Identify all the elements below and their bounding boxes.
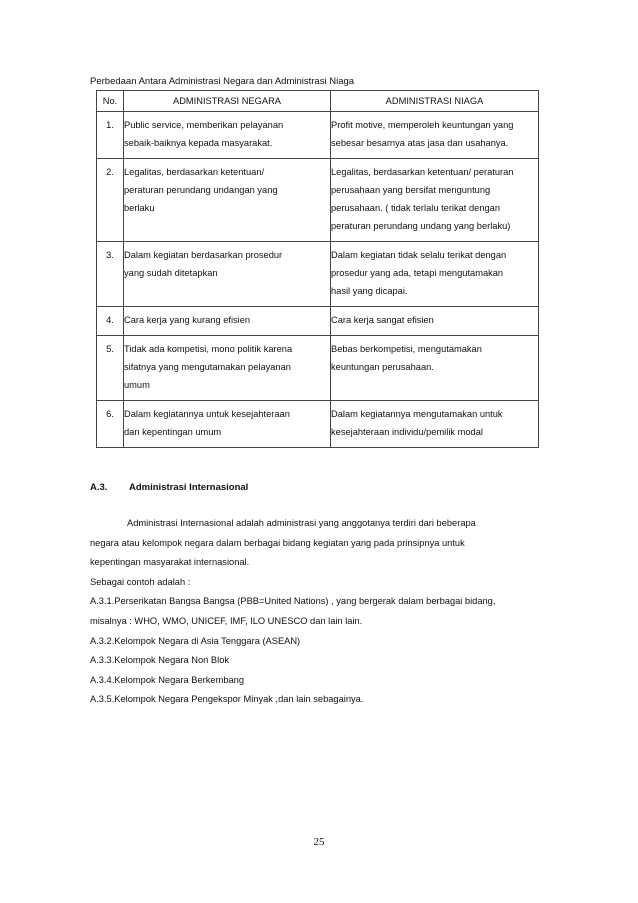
cell-line: Dalam kegiatan berdasarkan prosedur: [124, 250, 283, 260]
cell-negara: [124, 112, 331, 159]
table-body: [97, 112, 539, 448]
table-row: [97, 336, 539, 401]
cell-negara: [124, 336, 331, 401]
cell-line: Legalitas, berdasarkan ketentuan/ peraturan: [331, 167, 514, 177]
cell-negara: [124, 401, 331, 448]
cell-niaga: [331, 112, 539, 159]
row-number: 4.: [97, 307, 124, 336]
list-item-continuation: misalnya : WHO, WMO, UNICEF, IMF, ILO UNESCO dan lain lain.: [90, 615, 363, 626]
cell-line: Dalam kegiatannya mengutamakan untuk: [331, 409, 503, 419]
header-no: No.: [97, 91, 124, 112]
section-title: Administrasi Internasional: [129, 482, 249, 493]
cell-line: prosedur yang ada, tetapi mengutamakan: [331, 268, 504, 278]
cell-line: Legalitas, berdasarkan ketentuan/: [124, 167, 265, 177]
cell-niaga: [331, 307, 539, 336]
header-row: [97, 91, 539, 112]
list-item: A.3.1.Perserikatan Bangsa Bangsa (PBB=United Nations) , yang bergerak dalam berbagai bidang,: [90, 596, 496, 607]
cell-niaga: [331, 336, 539, 401]
cell-line: perusahaan yang bersifat menguntung: [331, 185, 491, 195]
cell-line: kesejahteraan individu/pemilik modal: [331, 427, 483, 437]
table-row: [97, 242, 539, 307]
row-number: 2.: [97, 159, 124, 242]
row-number: 5.: [97, 336, 124, 401]
comparison-table: [96, 90, 539, 448]
table-header: [97, 91, 539, 112]
section-number: A.3.: [90, 482, 108, 493]
cell-line: dan kepentingan umum: [124, 427, 222, 437]
header-administrasi-niaga: ADMINISTRASI NIAGA: [331, 91, 539, 112]
section-body: [90, 514, 550, 710]
paragraph-line: kepentingan masyarakat internasional.: [90, 557, 250, 568]
paragraph-line: Administrasi Internasional adalah administrasi yang anggotanya terdiri dari beberapa: [127, 518, 476, 528]
table-row: [97, 307, 539, 336]
cell-line: Cara kerja sangat efisien: [331, 315, 434, 325]
cell-negara: [124, 307, 331, 336]
cell-line: Public service, memberikan pelayanan: [124, 120, 284, 130]
cell-line: peraturan perundang undang yang berlaku): [331, 221, 511, 231]
cell-negara: [124, 242, 331, 307]
cell-line: peraturan perundang undangan yang: [124, 185, 278, 195]
table-row: [97, 159, 539, 242]
cell-line: keuntungan perusahaan.: [331, 362, 434, 372]
cell-niaga: [331, 242, 539, 307]
section-heading: [90, 482, 248, 493]
cell-line: Profit motive, memperoleh keuntungan yang: [331, 120, 514, 130]
cell-line: sebaik-baiknya kepada masyarakat.: [124, 138, 273, 148]
paragraph-line: Sebagai contoh adalah :: [90, 576, 191, 587]
cell-niaga: [331, 159, 539, 242]
page-number: 25: [313, 836, 325, 848]
cell-line: yang sudah ditetapkan: [124, 268, 218, 278]
table-row: [97, 401, 539, 448]
cell-line: Tidak ada kompetisi, mono politik karena: [124, 344, 293, 354]
cell-line: Cara kerja yang kurang efisien: [124, 315, 251, 325]
cell-line: Dalam kegiatannya untuk kesejahteraan: [124, 409, 290, 419]
cell-niaga: [331, 401, 539, 448]
table-caption: Perbedaan Antara Administrasi Negara dan Administrasi Niaga: [90, 76, 355, 87]
list-item: A.3.3.Kelompok Negara Non Blok: [90, 655, 230, 666]
cell-line: Dalam kegiatan tidak selalu terikat dengan: [331, 250, 507, 260]
list-item: A.3.2.Kelompok Negara di Asia Tenggara (ASEAN): [90, 635, 301, 646]
table-row: [97, 112, 539, 159]
paragraph-line: negara atau kelompok negara dalam berbagai bidang kegiatan yang pada prinsipnya untuk: [90, 537, 465, 548]
row-number: 6.: [97, 401, 124, 448]
cell-line: umum: [124, 380, 150, 390]
header-administrasi-negara: ADMINISTRASI NEGARA: [124, 91, 331, 112]
cell-negara: [124, 159, 331, 242]
cell-line: sebesar besarnya atas jasa dan usahanya.: [331, 138, 509, 148]
cell-line: Bebas berkompetisi, mengutamakan: [331, 344, 482, 354]
cell-line: sifatnya yang mengutamakan pelayanan: [124, 362, 291, 372]
cell-line: berlaku: [124, 203, 155, 213]
row-number: 1.: [97, 112, 124, 159]
list-item: A.3.4.Kelompok Negara Berkembang: [90, 674, 245, 685]
list-item: A.3.5.Kelompok Negara Pengekspor Minyak ,dan lain sebagainya.: [90, 694, 364, 705]
cell-line: hasil yang dicapai.: [331, 286, 408, 296]
cell-line: perusahaan. ( tidak terlalu terikat dengan: [331, 203, 501, 213]
row-number: 3.: [97, 242, 124, 307]
